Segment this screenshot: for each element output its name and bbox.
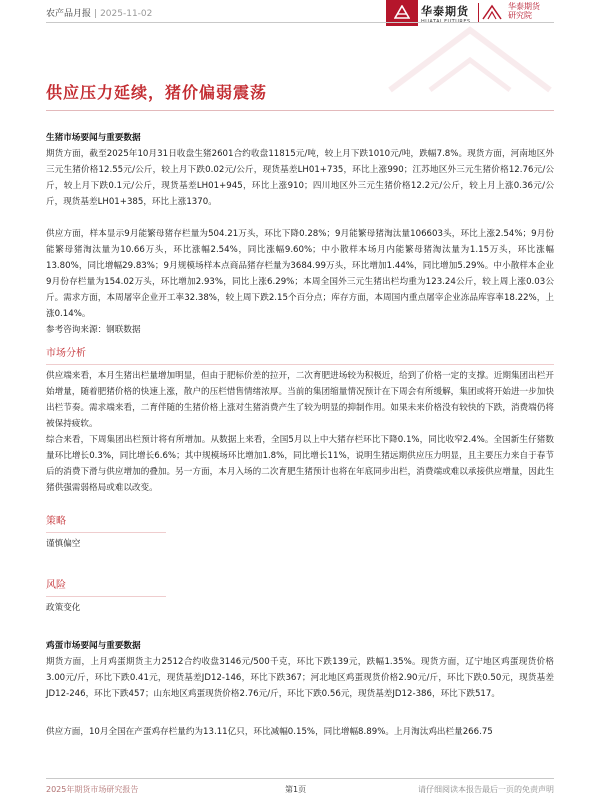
footer-report-name: 2025年期货市场研究报告 [46, 785, 139, 794]
report-meta: 农产品月报 | 2025-11-02 [46, 9, 153, 19]
report-type: 农产品月报 [46, 9, 92, 19]
institute-logo-icon [482, 4, 502, 20]
report-date: 2025-11-02 [100, 9, 153, 19]
footer-disclaimer: 请仔细阅读本报告最后一页的免责声明 [418, 785, 554, 794]
footer-divider [46, 778, 554, 779]
strategy-heading: 策略 [46, 516, 66, 527]
risk-text: 政策变化 [46, 603, 81, 613]
risk-heading: 风险 [46, 580, 66, 591]
egg-market-text: 期货方面，上月鸡蛋期货主力2512合约收盘3146元/500千克，环比下跌139元，跌幅1.35%。现货方面，辽宁地区鸡蛋现货价格3.00元/斤，环比下跌0.41元，现货基差JD12-146，环比下跌367；河北地区鸡蛋现货价格2.90元/斤，环比下跌0.50元，现货基差JD12-246，环比下跌457；山东地区鸡蛋现货价格2.76元/斤，环比下跌0.56元，现货基差JD12-386，环比下跌517。 [46, 657, 554, 699]
analysis-text-1: 供应端来看，本月生猪出栏量增加明显，但由于肥标价差的拉开，二次育肥进场较为积极近，给到了价格一定的支撑。近期集团出栏开始增量，随着肥猪价格的快速上涨，散户的压栏惜售情绪浓厚。当前的集团缩量情况预计在下周会有所缓解，集团或将开始进一步加快出栏节奏。需求端来看，二育伴随的生猪价格上涨对生猪消费产生了较为明显的抑制作用。如果未来价格没有较快的下跌，消费端仍将被保持疲软。 [46, 371, 554, 429]
page-title: 供应压力延续，猪价偏弱震荡 [46, 83, 268, 102]
logo-cn: 华泰期货 [421, 5, 469, 18]
hog-market-text: 期货方面，截至2025年10月31日收盘生猪2601合约收盘11815元/吨，较上月下跌1010元/吨，跌幅7.8%。现货方面，河南地区外三元生猪价格12.55元/公斤，较上月下跌0.02元/公斤，现货基差LH01+735，环比上涨990；江苏地区外三元生猪价格12.76元/公斤，较上月下跌0.1元/公斤，现货基差LH01+945，环比上涨910；四川地区外三元生猪价格12.2元/公斤，较上月上涨0.36元/公斤，现货基差LH01+385，环比上涨1370。 [46, 149, 554, 207]
hog-supply-text: 供应方面，样本显示9月能繁母猪存栏量为504.21万头，环比下降0.28%；9月能繁母猪淘汰量106603头，环比上涨2.54%；9月份能繁母猪淘汰量为10.66万头，环比涨幅2.54%，同比涨幅9.60%；中小散样本场月内能繁母猪淘汰量为1.15万头，环比涨幅13.80%，同比增幅29.83%；9月规模场样本点商品猪存栏量为3684.99万头，环比增加1.44%，同比增加5.29%。中小散样本企业9月份存栏量为154.02万头，环比增加2.93%，同比上涨6.29%；本周全国外三元生猪出栏均重为123.24公斤，较上周上涨0.03公斤。需求方面，本周屠宰企业开工率32.38%，较上周下跌2.15个百分点；库存方面，本周国内重点屠宰企业冻品库容率18.22%，上涨0.14%。 [46, 229, 554, 319]
page-number: 第1页 [285, 785, 307, 794]
egg-market-heading: 鸡蛋市场要闻与重要数据 [46, 641, 141, 651]
hog-source: 参考咨询来源：钢联数据 [46, 325, 141, 335]
title-divider [46, 110, 554, 111]
strategy-text: 谨慎偏空 [46, 539, 81, 549]
risk-divider [46, 596, 166, 597]
report-body [46, 130, 554, 740]
egg-supply-text: 供应方面，10月全国在产蛋鸡存栏量约为13.11亿只，环比减幅0.15%，同比增幅8.89%。上月淘汰鸡出栏量266.75 [46, 727, 493, 737]
watermark-icon [370, 20, 570, 100]
hog-market-heading: 生猪市场要闻与重要数据 [46, 133, 141, 143]
institute-name: 华泰期货 研究院 [508, 2, 540, 20]
page-footer [0, 778, 600, 800]
strategy-divider [46, 532, 166, 533]
analysis-text-2: 综合来看，下周集团出栏预计将有所增加。从数据上来看，全国5月以上中大猪存栏环比下降0.1%，同比收窄2.4%。全国新生仔猪数量环比增长0.3%，同比增长6.6%；其中规模场环比增加1.8%，同比增长11%，说明生猪远期供应压力明显，且主要压力来自于春节后的消费下滑与供应增加的叠加。另一方面，本月入场的二次育肥生猪预计也将在年底同步出栏，消费端或难以承接供应增量，因此生猪供强需弱格局或难以改变。 [46, 435, 554, 493]
analysis-heading: 市场分析 [46, 348, 86, 359]
analysis-divider [46, 364, 554, 365]
